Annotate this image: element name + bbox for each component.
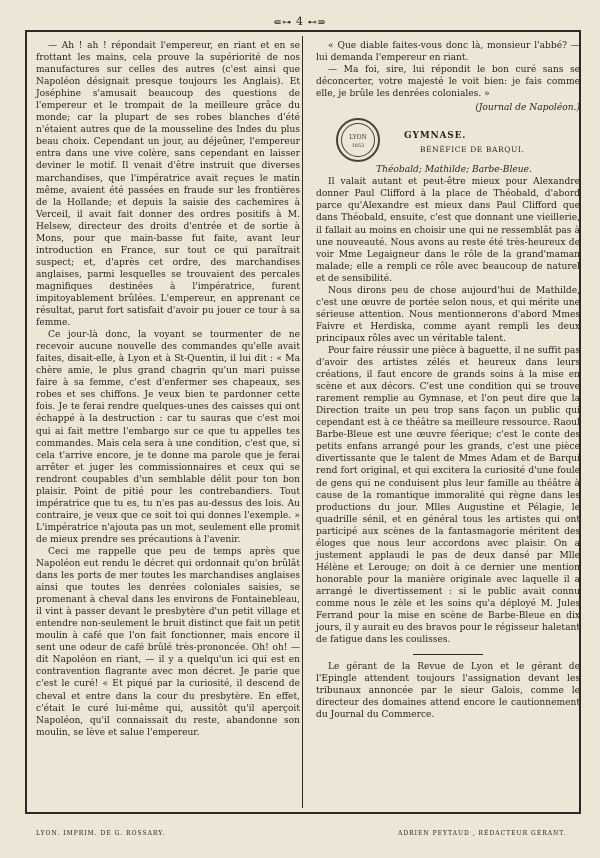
section-divider xyxy=(413,654,483,655)
right-opening-2: — Ma foi, sire, lui répondit le bon curé sans se déconcerter, votre majesté le voit bien: je fais comme elle, je brûle les denrées coloniales. » xyxy=(316,65,580,100)
source-signature: (Journal de Napoléon.) xyxy=(475,103,580,114)
theatre-subtitle: BÉNÉFICE DE BARQUI. xyxy=(420,145,525,155)
printer-credit: LYON. IMPRIM. DE G. ROSSARY. xyxy=(36,830,166,837)
right-column xyxy=(316,40,580,721)
left-paragraph-1: — Ah ! ah ! répondait l'empereur, en riant et en se frottant les mains, cela prouve la supériorité de nos manufactures sur celles des autres (c'est ainsi que Napoléon désignait presque toujours les Anglais). Et Joséphine s'amusait beaucoup des questions de l'empereur et le trompait de la meilleure grâce du monde; car la plupart de ses robes blanches d'été n'étaient autres que de la mousseline des Indes du plus beau choix. Cependant un jour, au déjeûner, l'empereur entra dans une vive colère, sans cependant en laisser deviner le motif. Il venait d'être instruit que diverses marchandises, que l'impératrice avait reçues le matin même, avaient été passées en fraude sur les frontières de la Hollande; et depuis la saisie des cachemires à Verceil, il avait fait donner des ordres positifs à M. Helsew, directeur des droits d'entrée et de sortie à Mons, pour que main-basse fut faite, avant leur introduction en France, sur tout ce qui paraîtrait suspect; et, d'après cet ordre, des marchandises anglaises, parmi lesquelles se trouvaient des percales magnifiques destinées à l'impératrice, furent impitoyablement brûlées. L'empereur, en apprenant ce résultat, parut fort satisfait d'avoir pu jouer ce tour à sa femme. xyxy=(36,41,300,329)
right-opening-1: « Que diable faites-vous donc là, monsieur l'abbé? — lui demanda l'empereur en riant. xyxy=(316,41,580,64)
review-paragraph-1: Il valait autant et peut-être mieux pour Alexandre donner Paul Clifford à la place de Théobald, d'abord parce qu'Alexandre est mieux dans Paul Clifford que dans Théobald, ensuite, c'est que donnant une vieillerie, il fallait au moins en choisir une qui ne ressemblât pas à une nouveauté. Nous avons au reste été très-heureux de voir Mme Legaigneur dans le rôle de la grand'maman malade; elle a rempli ce rôle avec beaucoup de naturel et de sensibilité. xyxy=(316,177,580,284)
plays-line: Théobald; Mathilde; Barbe-Bleue. xyxy=(376,165,532,176)
column-divider xyxy=(302,36,303,808)
theatre-title: GYMNASE. xyxy=(404,131,467,142)
left-paragraph-3: Ceci me rappelle que peu de temps après que Napoléon eut rendu le décret qui ordonnait qu'on brûlât dans les ports de mer toutes les marchandises anglaises ainsi que toutes les denrées coloniales saisies, se promenant à cheval dans les environs de Fontainebleau, il vint à passer devant le presbytère d'un petit village et entendre non-seulement le bruit distinct que fait un petit moulin à café que l'on fait fonctionner, mais encore il sent une odeur de café brûlé très-prononcée. Oh! oh! — dit Napoléon en riant, — il y a quelqu'un ici qui est en contravention flagrante avec mon décret. Je parie que c'est le curé! « Et piqué par la curiosité, il descend de cheval et entre dans la cour du presbytère. En effet, c'était le curé lui-même qui, aussitôt qu'il aperçoit Napoléon, qu'il connaissait du reste, abandonne son moulin, se lève et salue l'empereur. xyxy=(36,546,300,738)
page-number: ⇚⊶ 4 ⊷⇛ xyxy=(273,15,327,28)
library-stamp xyxy=(336,118,380,162)
editor-credit: ADRIEN PEYTAUD , RÉDACTEUR GÉRANT. xyxy=(398,830,567,837)
ornament-right-icon: ⊷⇛ xyxy=(304,18,327,28)
stamp-text-bottom: 1853 xyxy=(351,143,365,150)
stamp-text-mid: LYON xyxy=(349,134,367,142)
closing-paragraph: Le gérant de la Revue de Lyon et le gérant de l'Epingle attendent toujours l'assignation devant les tribunaux annoncée par le sieur Galois, comme le directeur des domaines attend encore le cautionnement du Journal du Commerce. xyxy=(316,662,580,721)
review-paragraph-3: Pour faire réussir une pièce à baguette, il ne suffit pas d'avoir des artistes zélés et heureux dans leurs créations, il faut encore de grands soins à la mise en scène et aux décors. C'est une condition qui se trouve rarement remplie au Gymnase, et l'on peut dire que la Direction traite un peu trop sans façon un public qui cependant est à ce théâtre sa meilleure ressource. Raoul Barbe-Bleue est une œuvre féerique; c'est le conte des petits enfans arrangé pour les grands, c'est une pièce divertissante que le talent de Mmes Adam et de Barqui rend fort original, et qui excitera la curiosité d'une foule de gens qui ne conduisent plus leur famille au théâtre à cause de la romantique immoralité qui règne dans les productions du jour. Mlles Augustine et Pélagie, le quadrille sénil, et en général tous les artistes qui ont participé aux scènes de la fantasmagorie méritent des éloges que nous leur accordons avec plaisir. On a justement applaudi le pas de deux dansé par Mlle Hélène et Lerouge; on doit à ce dernier une mention honorable pour la manière originale avec laquelle il a arrangé le divertissement : si le public avait connu comme nous le zèle et les soins qu'a déployé M. Jules Ferrand pour la mise en scène de Barbe-Bleue en dix jours, il y aurait eu des bravos pour le régisseur haletant de fatigue dans les coulisses. xyxy=(316,345,580,646)
review-paragraph-2: Nous dirons peu de chose aujourd'hui de Mathilde, c'est une œuvre de portée selon nous, et qui mérite une sérieuse attention. Nous mentionnerons d'abord Mmes Faivre et Herdiska, comme ayant rempli les deux principaux rôles avec un véritable talent. xyxy=(316,285,580,344)
theatre-heading xyxy=(316,120,580,162)
left-paragraph-2: Ce jour-là donc, la voyant se tourmenter de ne recevoir aucune nouvelle des commandes qu'elle avait faites, disait-elle, à Lyon et à St-Quentin, il lui dit : « Ma chère amie, le plus grand chagrin qu'un mari puisse faire à sa femme, c'est d'enfermer ses chapeaux, ses robes et ses chiffons. Je veux bien te pardonner cette fois. Je te ferai rendre quelques-unes des caisses qui ont échappé à la destruction : car tu sauras que c'est moi qui ai fait mettre l'embargo sur ce que tu appelles tes commandes. Mais cela sera à une condition, c'est que, si cela t'arrive encore, je te donne ma parole que je ferai arrêter et juger les commissionnaires et ceux qui se rendront coupables d'un semblable délit pour ton bon plaisir. Point de pitié pour les contrebandiers. Tout impératrice que tu es, tu n'es pas au-dessus des lois. Au contraire, je veux que ce soit toi qui donnes l'exemple. » L'impératrice n'ajouta pas un mot, seulement elle promit de mieux prendre ses précautions à l'avenir. xyxy=(36,330,300,545)
left-column xyxy=(36,40,300,739)
ornament-left-icon: ⇚⊶ xyxy=(273,18,296,28)
